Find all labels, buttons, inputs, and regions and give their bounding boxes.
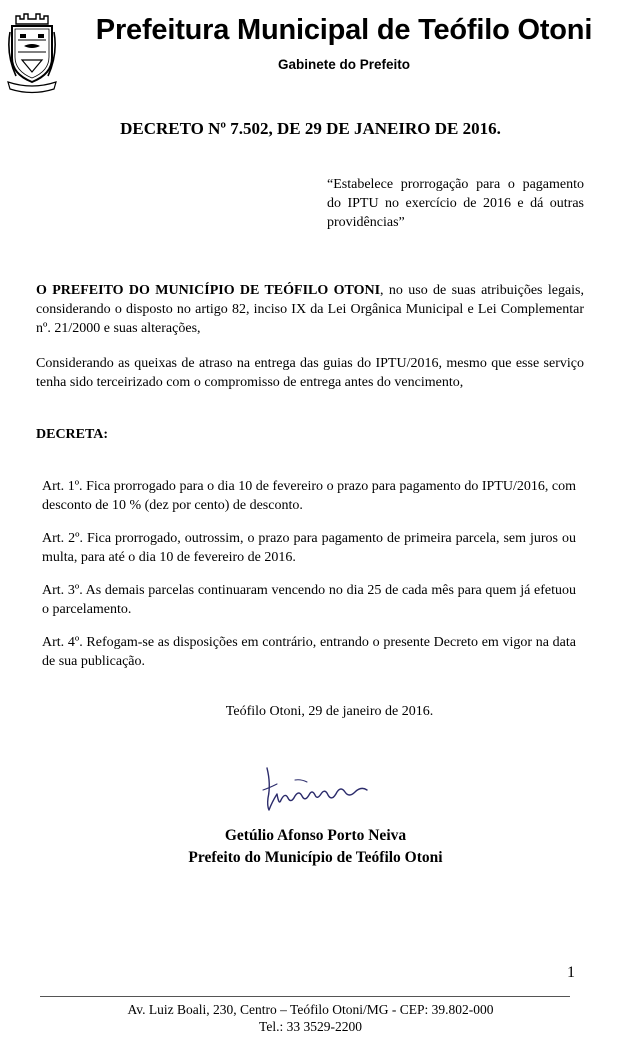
letterhead-title: Prefeitura Municipal de Teófilo Otoni	[95, 14, 593, 46]
preamble-authority: O PREFEITO DO MUNICÍPIO DE TEÓFILO OTONI	[36, 283, 381, 298]
letterhead-subtitle: Gabinete do Prefeito	[277, 57, 411, 72]
footer-phone: Tel.: 33 3529-2200	[259, 1019, 362, 1034]
footer	[0, 1001, 621, 1035]
considering-paragraph: Considerando as queixas de atraso na entrega das guias do IPTU/2016, mesmo que esse serviço tenha sido terceirizado com o compromisso de entrega antes do vencimento,	[36, 356, 584, 390]
article-2: Art. 2º. Fica prorrogado, outrossim, o prazo para pagamento de primeira parcela, sem juros ou multa, para até o dia 10 de fevereiro de 2016.	[42, 531, 576, 565]
signer-role: Prefeito do Município de Teófilo Otoni	[188, 849, 443, 866]
decree-summary: “Estabelece prorrogação para o pagamento do IPTU no exercício de 2016 e dá outras providências”	[327, 177, 584, 230]
article-4: Art. 4º. Refogam-se as disposições em contrário, entrando o presente Decreto em vigor na data de sua publicação.	[42, 635, 576, 669]
signer-block	[0, 825, 621, 869]
date-line: Teófilo Otoni, 29 de janeiro de 2016.	[225, 704, 434, 719]
footer-address: Av. Luiz Boali, 230, Centro – Teófilo Otoni/MG - CEP: 39.802-000	[127, 1002, 494, 1017]
municipal-crest-icon	[6, 10, 58, 96]
preamble-text: , no uso de suas atribuições legais, considerando o disposto no artigo 82, inciso IX da Lei Orgânica Municipal e Lei Complementar nº. 21/2000 e suas alterações,	[36, 283, 584, 336]
signature-image	[255, 762, 373, 816]
decreta-heading: DECRETA:	[36, 427, 109, 442]
article-3: Art. 3º. As demais parcelas continuaram vencendo no dia 25 de cada mês para quem já efetuou o parcelamento.	[42, 583, 576, 617]
article-1: Art. 1º. Fica prorrogado para o dia 10 de fevereiro o prazo para pagamento do IPTU/2016, com desconto de 10 % (dez por cento) de desconto.	[42, 479, 576, 513]
signer-name: Getúlio Afonso Porto Neiva	[224, 827, 407, 844]
decree-title: DECRETO Nº 7.502, DE 29 DE JANEIRO DE 2016.	[120, 119, 501, 138]
page-number: 1	[567, 964, 575, 981]
preamble-paragraph	[36, 281, 584, 338]
footer-divider	[40, 996, 570, 997]
